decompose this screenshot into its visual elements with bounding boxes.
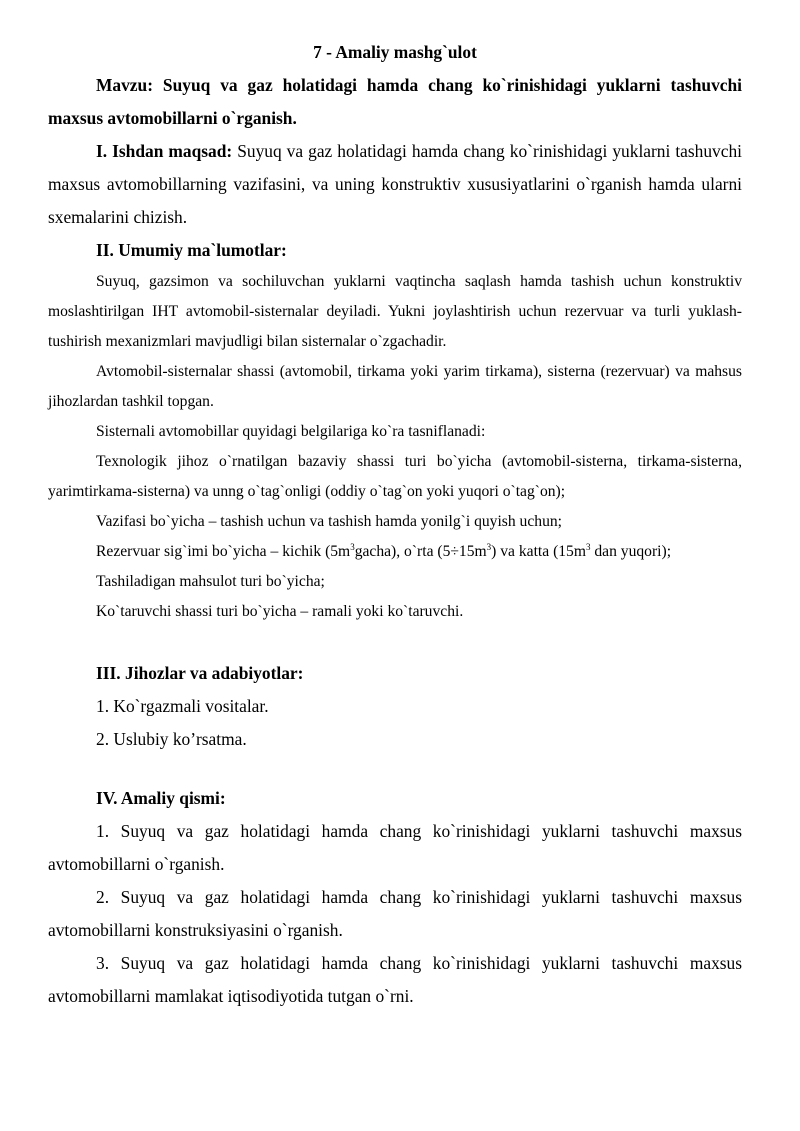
page-title: 7 - Amaliy mashg`ulot [313, 42, 477, 62]
general-info-paragraph-2: Avtomobil-sisternalar shassi (avtomobil, tirkama yoki yarim tirkama), sisterna (rezervuar) va mahsus jihozlardan tashkil topgan. [48, 363, 742, 410]
document-page [48, 36, 742, 1013]
general-info-paragraph-7: Tashiladigan mahsulot turi bo`yicha; [96, 573, 325, 590]
spacer [48, 756, 742, 782]
general-info-paragraph-6: Rezervuar sig`imi bo`yicha – kichik $(5m^3gacha)$, o`rta $(5\div 15m^3)$ va katta ($15m^3$ dan yuqori); [96, 542, 672, 560]
equipment-heading: III. Jihozlar va adabiyotlar: [96, 663, 304, 683]
equipment-item-2: 2. Uslubiy ko’rsatma. [96, 729, 247, 749]
practical-heading: IV. Amaliy qismi: [96, 788, 226, 808]
goal-paragraph [48, 135, 742, 234]
general-info-paragraph-5: Vazifasi bo`yicha – tashish uchun va tashish hamda yonilg`i quyish uchun; [96, 513, 562, 530]
general-info-paragraph-4: Texnologik jihoz o`rnatilgan bazaviy shassi turi bo`yicha (avtomobil-sisterna, tirkama-sisterna, yarimtirkama-sisterna) va unng o`tag`onligi (oddiy o`tag`on yoki yuqori o`tag`on); [48, 453, 742, 500]
goal-text: Suyuq va gaz holatidagi hamda chang ko`rinishidagi yuklarni tashuvchi maxsus avtomobillarning vazifasini, va uning konstruktiv xususiyatlarini o`rganish hamda ularni sxemalarini chizish. [48, 141, 742, 227]
practical-item-1: 1. Suyuq va gaz holatidagi hamda chang ko`rinishidagi yuklarni tashuvchi maxsus avtomobillarni o`rganish. [48, 821, 742, 874]
spacer [48, 627, 742, 657]
general-info-paragraph-8: Ko`taruvchi shassi turi bo`yicha – ramali yoki ko`taruvchi. [96, 603, 464, 620]
goal-label: I. Ishdan maqsad: [96, 141, 233, 161]
general-info-heading: II. Umumiy ma`lumotlar: [96, 240, 287, 260]
topic-paragraph: Mavzu: Suyuq va gaz holatidagi hamda chang ko`rinishidagi yuklarni tashuvchi maxsus avtomobillarni o`rganish. [48, 75, 742, 128]
practical-item-3: 3. Suyuq va gaz holatidagi hamda chang ko`rinishidagi yuklarni tashuvchi maxsus avtomobillarni mamlakat iqtisodiyotida tutgan o`rni. [48, 953, 742, 1006]
general-info-paragraph-1: Suyuq, gazsimon va sochiluvchan yuklarni vaqtincha saqlash hamda tashish uchun konstruktiv moslashtirilgan IHT avtomobil-sisternalar deyiladi. Yukni joylashtirish uchun rezervuar va turli yuklash-tushirish mexanizmlari mavjudligi bilan sisternalar o`zgachadir. [48, 273, 742, 350]
practical-item-2: 2. Suyuq va gaz holatidagi hamda chang ko`rinishidagi yuklarni tashuvchi maxsus avtomobillarni konstruksiyasini o`rganish. [48, 887, 742, 940]
equipment-item-1: 1. Ko`rgazmali vositalar. [96, 696, 269, 716]
general-info-paragraph-3: Sisternali avtomobillar quyidagi belgilariga ko`ra tasniflanadi: [96, 423, 486, 440]
